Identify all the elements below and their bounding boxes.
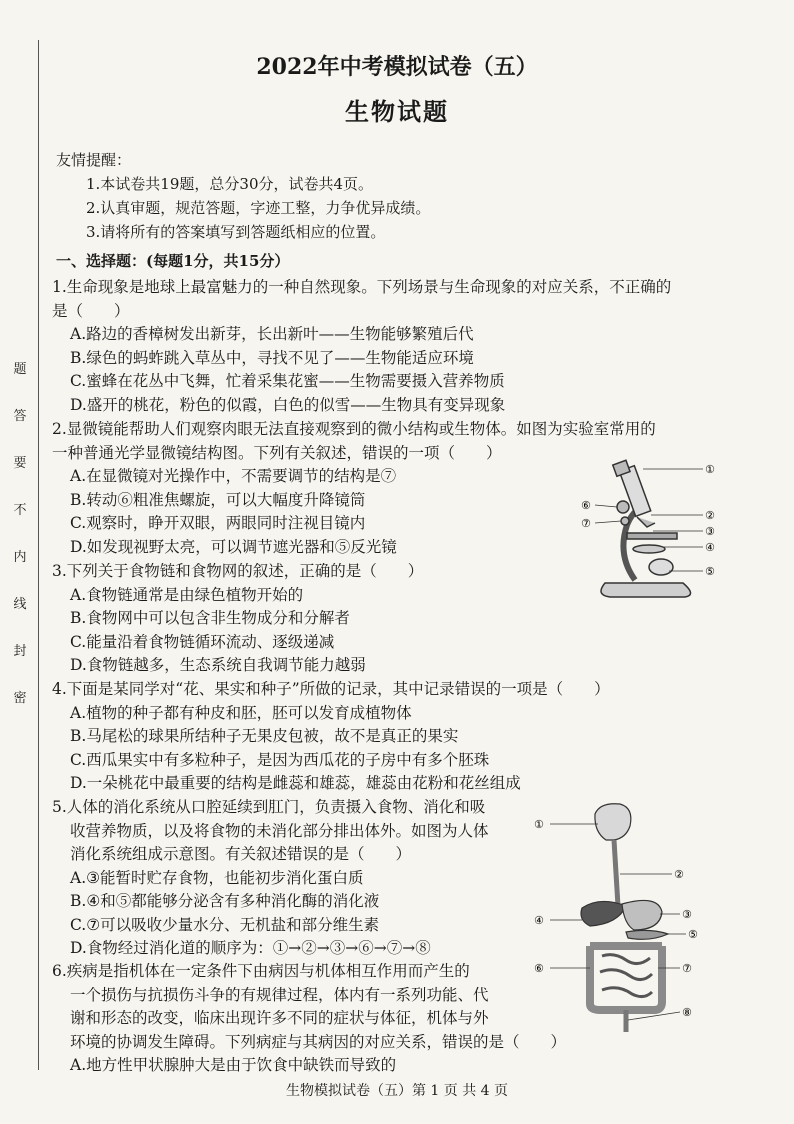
digestive-system-diagram [530,796,720,1046]
binding-char: 内 [13,550,27,565]
question-stem: 2.显微镜能帮助人们观察肉眼无法直接观察到的微小结构或生物体。如图为实验室常用的 [52,420,656,438]
question-5 [52,796,489,961]
microscope-label: ⑤ [705,565,715,578]
question-3 [52,560,423,678]
option: C.能量沿着食物链循环流动、逐级递减 [70,632,335,651]
question-stem: 4.下面是某同学对“花、果实和种子”所做的记录，其中记录错误的一项是（ ） [52,680,610,698]
binding-char: 线 [13,597,27,612]
binding-char: 封 [13,644,27,659]
page-footer: 生物模拟试卷（五）第 1 页 共 4 页 [285,1083,509,1099]
digestive-label: ③ [682,908,692,921]
option: A.在显微镜对光操作中，不需要调节的结构是⑦ [70,467,397,485]
binding-margin-line [38,40,39,1070]
binding-char: 答 [13,409,27,424]
question-stem: 3.下列关于食物链和食物网的叙述，正确的是（ ） [52,562,424,580]
question-stem: 6.疾病是指机体在一定条件下由病因与机体相互作用而产生的 [52,962,470,980]
option: C.西瓜果实中有多粒种子，是因为西瓜花的子房中有多个胚珠 [70,750,490,769]
option: D.食物经过消化道的顺序为：①→②→③→⑥→⑦→⑧ [70,939,431,957]
exam-subtitle: 生物试题 [345,97,449,126]
microscope-label: ⑥ [581,499,591,512]
option: A.地方性甲状腺肿大是由于饮食中缺铁而导致的 [70,1056,397,1074]
option: B.绿色的蚂蚱跳入草丛中，寻找不见了——生物能适应环境 [70,348,474,367]
digestive-label: ① [534,818,544,831]
microscope-label: ⑦ [581,517,591,530]
microscope-label: ① [705,463,715,476]
option: A.食物链通常是由绿色植物开始的 [70,585,304,604]
option: D.食物链越多，生态系统自我调节能力越弱 [70,656,366,674]
option: D.盛开的桃花，粉色的似霞，白色的似雪——生物具有变异现象 [70,395,506,414]
question-1 [52,276,671,417]
question-stem: 收营养物质，以及将食物的未消化部分排出体外。如图为人体 [70,821,489,840]
option: A.③能暂时贮存食物，也能初步消化蛋白质 [70,868,364,887]
option: B.食物网中可以包含非生物成分和分解者 [70,609,350,627]
question-stem: 一个损伤与抗损伤斗争的有规律过程，体内有一系列功能、代 [70,985,489,1004]
binding-char: 不 [13,503,27,518]
option: C.⑦可以吸收少量水分、无机盐和部分维生素 [70,915,380,934]
option: C.观察时，睁开双眼，两眼同时注视目镜内 [70,514,366,532]
binding-char: 密 [13,691,27,706]
option: D.一朵桃花中最重要的结构是雌蕊和雄蕊，雄蕊由花粉和花丝组成 [70,774,521,792]
tip-item: 3.请将所有的答案填写到答题纸相应的位置。 [86,223,386,241]
option: B.④和⑤都能够分泌含有多种消化酶的消化液 [70,892,380,910]
question-stem: 谢和形态的改变，临床出现许多不同的症状与体征，机体与外 [70,1009,489,1027]
section-heading: 一、选择题：(每题1分，共15分） [56,252,290,270]
digestive-label: ⑤ [688,928,698,941]
question-stem: 是（ ） [52,301,130,320]
question-6 [52,960,566,1078]
question-stem: 环境的协调发生障碍。下列病症与其病因的对应关系，错误的是（ ） [70,1032,567,1051]
question-4 [52,678,610,796]
digestive-label: ⑥ [534,962,544,975]
digestive-label: ② [674,868,684,881]
option: D.如发现视野太亮，可以调节遮光器和⑤反光镜 [70,537,397,556]
option: B.马尾松的球果所结种子无果皮包被，故不是真正的果实 [70,727,459,745]
option: A.路边的香樟树发出新芽，长出新叶——生物能够繁殖后代 [70,325,474,343]
binding-char: 要 [13,456,27,471]
exam-title: 2022年中考模拟试卷（五） [256,54,538,80]
option: A.植物的种子都有种皮和胚，胚可以发育成植物体 [70,703,412,722]
tip-item: 1.本试卷共19题，总分30分，试卷共4页。 [86,175,374,193]
digestive-label: ⑧ [682,1006,692,1019]
microscope-diagram [565,455,735,605]
tip-item: 2.认真审题，规范答题，字迹工整，力争优异成绩。 [86,199,431,217]
microscope-label: ② [705,509,715,522]
question-stem: 一种普通光学显微镜结构图。下列有关叙述，错误的一项（ ） [52,443,502,462]
binding-notice [10,360,30,736]
microscope-label: ④ [705,541,715,554]
question-stem: 1.生命现象是地球上最富魅力的一种自然现象。下列场景与生命现象的对应关系，不正确的 [52,278,672,296]
question-stem: 消化系统组成示意图。有关叙述错误的是（ ） [70,845,412,863]
binding-char: 题 [13,362,27,377]
question-stem: 5.人体的消化系统从口腔延续到肛门，负责摄入食物、消化和吸 [52,798,486,816]
digestive-label: ④ [534,914,544,927]
microscope-label: ③ [705,525,715,538]
tips-block [56,148,430,244]
tips-heading: 友情提醒： [56,151,132,169]
option: B.转动⑥粗准焦螺旋，可以大幅度升降镜筒 [70,490,366,509]
digestive-label: ⑦ [682,962,692,975]
option: C.蜜蜂在花丛中飞舞，忙着采集花蜜——生物需要摄入营养物质 [70,372,505,390]
